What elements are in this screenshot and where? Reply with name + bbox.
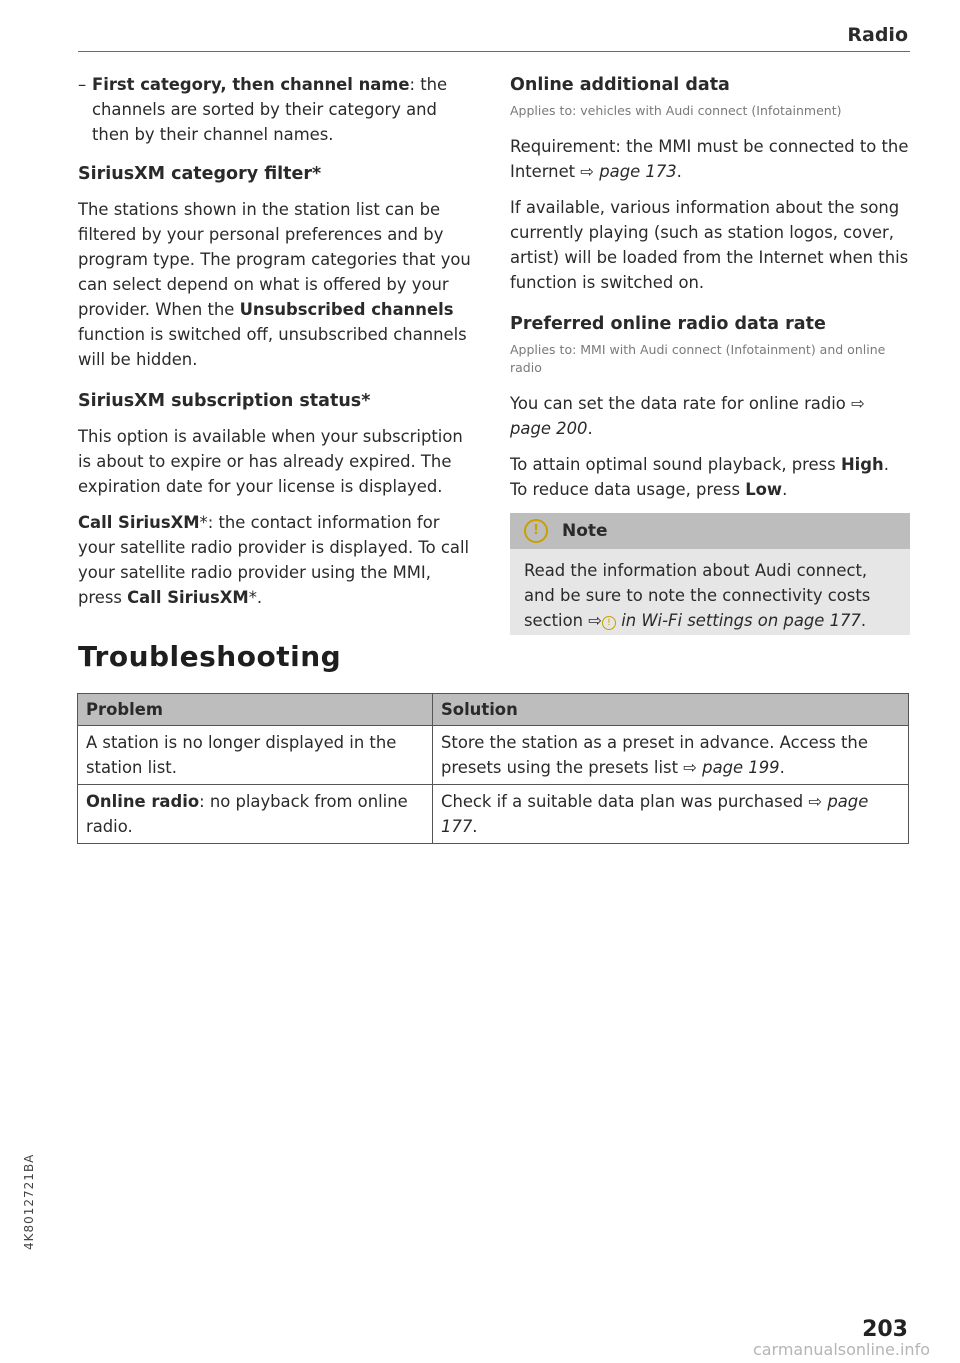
troubleshooting-heading: Troubleshooting [78, 640, 342, 673]
note-reference-link[interactable]: ⇨ ! in Wi-Fi settings on page 177 [588, 611, 861, 630]
document-code: 4K8012721BA [22, 1153, 36, 1250]
table-row [78, 726, 909, 785]
subscription-status-text: This option is available when your subscription is about to expire or has already expired. The expiration date for your license is displayed. [78, 427, 463, 496]
column-header-problem: Problem [78, 694, 433, 726]
note-body [510, 549, 910, 635]
table-row [78, 785, 909, 844]
subscription-status-heading: SiriusXM subscription status* [78, 391, 371, 411]
page-reference-link[interactable]: ⇨ page 173 [580, 162, 677, 181]
online-data-requirement: Requirement: the MMI must be connected to the Internet ⇨ page 173. [510, 137, 909, 181]
category-filter-heading: SiriusXM category filter* [78, 164, 322, 184]
list-item-text: First category, then channel name: the channels are sorted by their category and then by their channel names. [92, 75, 448, 144]
note-box [510, 513, 910, 635]
data-rate-heading: Preferred online radio data rate [510, 314, 826, 334]
section-title: Radio [847, 24, 908, 46]
note-header [510, 513, 910, 549]
note-title: Note [562, 521, 608, 541]
data-rate-usage: To attain optimal sound playback, press High. To reduce data usage, press Low. [510, 455, 889, 499]
online-data-applies: Applies to: vehicles with Audi connect (Infotainment) [510, 103, 842, 118]
table-header-row [78, 694, 909, 726]
right-column [510, 72, 910, 635]
online-data-description: If available, various information about the song currently playing (such as station logos, cover, artist) will be loaded from the Internet when this function is switched on. [510, 198, 909, 292]
dash-bullet: – [78, 75, 87, 94]
left-column [78, 72, 474, 621]
page-reference-link[interactable]: ⇨ page 199 [683, 758, 780, 777]
page-number: 203 [862, 1317, 908, 1342]
list-item [78, 72, 474, 147]
page-reference-link[interactable]: ⇨ page 200 [510, 394, 865, 438]
warning-circle-icon: ! [524, 519, 548, 543]
warning-circle-icon: ! [602, 616, 616, 630]
note-text: Read the information about Audi connect, and be sure to note the connectivity costs section ⇨ ! in Wi-Fi settings on page 177. [524, 561, 871, 630]
call-siriusxm-text: Call SiriusXM*: the contact information for your satellite radio provider is displayed. To call your satellite radio provider using the MMI, press Call SiriusXM*. [78, 513, 470, 607]
data-rate-text: You can set the data rate for online radio ⇨ page 200. [510, 394, 865, 438]
watermark: carmanualsonline.info [752, 1340, 930, 1359]
problem-cell: Online radio: no playback from online radio. [78, 785, 433, 844]
header-rule [78, 51, 910, 52]
online-data-heading: Online additional data [510, 75, 730, 95]
column-header-solution: Solution [433, 694, 909, 726]
solution-cell: Store the station as a preset in advance. Access the presets using the presets list ⇨ page 199. [433, 726, 909, 785]
category-filter-text: The stations shown in the station list can be filtered by your personal preferences and by program type. The program categories that you can select depend on what is offered by your provider. When the Unsubscribed channels function is switched off, unsubscribed channels will be hidden. [78, 200, 471, 369]
data-rate-applies: Applies to: MMI with Audi connect (Infotainment) and online radio [510, 342, 886, 375]
page-reference-link[interactable]: ⇨ page 177 [441, 792, 869, 836]
solution-cell: Check if a suitable data plan was purchased ⇨ page 177. [433, 785, 909, 844]
troubleshooting-table [77, 693, 909, 844]
problem-cell: A station is no longer displayed in the station list. [78, 726, 433, 785]
